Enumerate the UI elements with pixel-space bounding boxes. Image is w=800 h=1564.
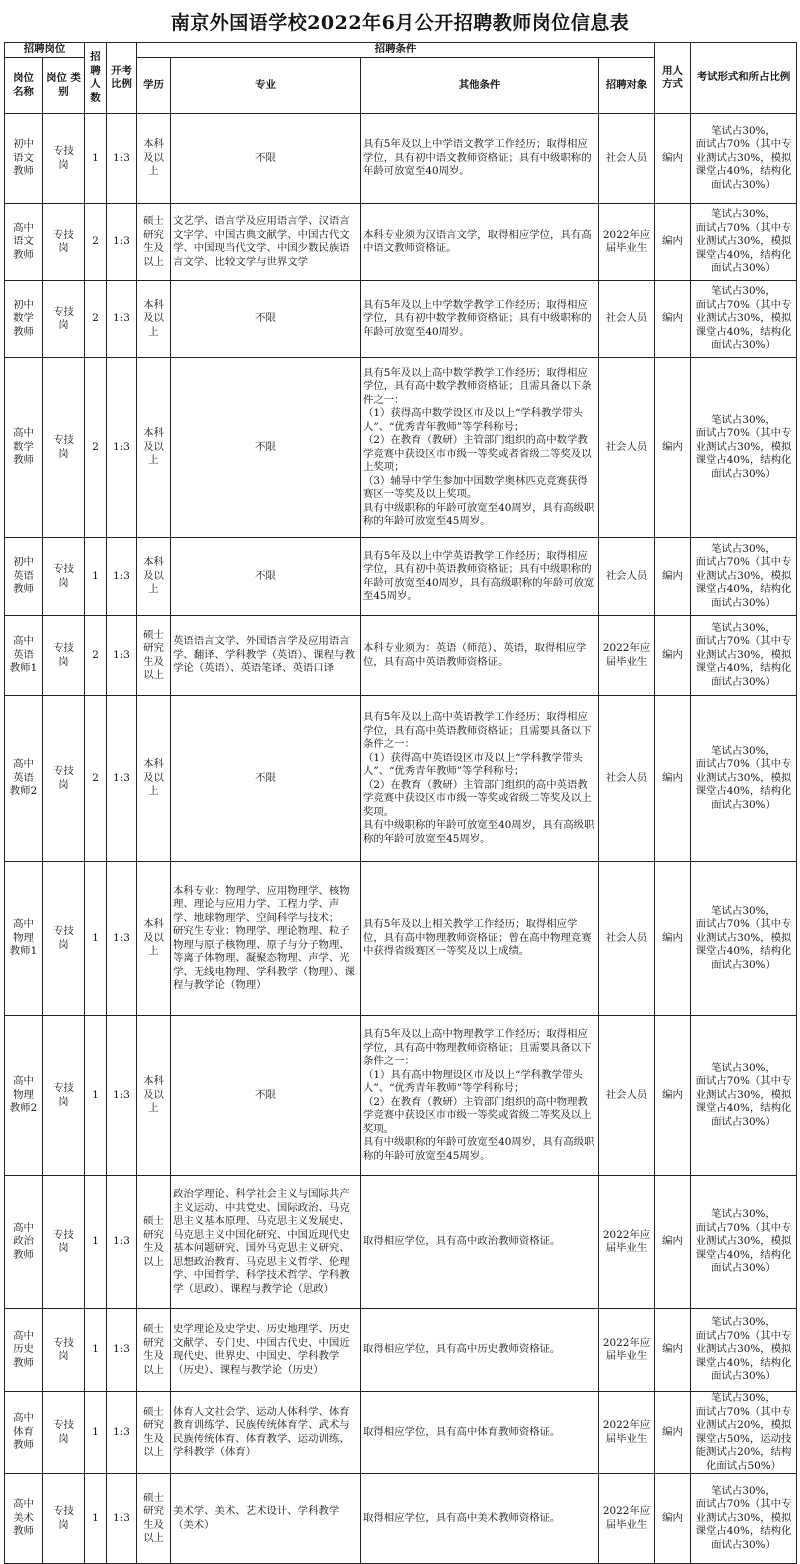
ratio-cell: 1:3 <box>107 862 137 1016</box>
major-cell: 不限 <box>171 358 361 538</box>
position-name-cell: 高中 物理 教师2 <box>5 1016 43 1176</box>
target-cell: 社会人员 <box>599 696 655 862</box>
target-cell: 2022年应届毕业生 <box>599 1392 655 1474</box>
headcount-cell: 2 <box>85 204 107 281</box>
position-type-cell: 专技 岗 <box>43 1016 85 1176</box>
header-education: 学历 <box>137 58 171 114</box>
table-row <box>5 1176 797 1309</box>
header-headcount: 招 聘 人 数 <box>85 43 107 114</box>
education-cell: 本科 及以 上 <box>137 1016 171 1176</box>
headcount-cell: 1 <box>85 1016 107 1176</box>
table-row <box>5 204 797 281</box>
ratio-cell: 1:3 <box>107 204 137 281</box>
other-conditions-cell: 具有5年及以上高中物理教学工作经历；取得相应学位，具有高中物理教师资格证；且需要具备以下条件之一： （1）具有高中物理设区市及以上“学科教学带头人”、“优秀青年教师”等学科称号； （2）在教育（教研）主管部门组织的高中物理教学竞赛中获设区市市级一等奖或省级二等奖及以上奖项。 具有中级职称的年龄可放宽至40周岁，具有高级职称的年龄可放宽至45周岁。 <box>361 1016 599 1176</box>
major-cell: 英语语言文学、外国语言学及应用语言学、翻译、学科教学（英语）、课程与教学论（英语）、英语笔译、英语口译 <box>171 616 361 696</box>
major-cell: 不限 <box>171 1016 361 1176</box>
ratio-cell: 1:3 <box>107 1309 137 1392</box>
headcount-cell: 2 <box>85 281 107 358</box>
headcount-cell: 2 <box>85 358 107 538</box>
headcount-cell: 1 <box>85 114 107 204</box>
headcount-cell: 1 <box>85 862 107 1016</box>
education-cell: 硕士 研究 生及 以上 <box>137 1392 171 1474</box>
target-cell: 社会人员 <box>599 281 655 358</box>
position-type-cell: 专技 岗 <box>43 114 85 204</box>
other-conditions-cell: 本科专业须为：英语（师范）、英语，取得相应学位，具有高中英语教师资格证。 <box>361 616 599 696</box>
other-conditions-cell: 具有5年及以上高中数学教学工作经历；取得相应学位，具有高中数学教师资格证；且需具备以下条件之一： （1）获得高中数学设区市及以上“学科教学带头人”、“优秀青年教师”等学科称号； （2）在教育（教研）主管部门组织的高中数学教学竞赛中获设区市市级一等奖或者省级二等奖及以上奖项； （3）辅导中学生参加中国数学奥林匹克竞赛获得赛区一等奖及以上奖项。 具有中级职称的年龄可放宽至40周岁，具有高级职称的年龄可放宽至45周岁。 <box>361 358 599 538</box>
major-cell: 美术学、美术、艺术设计、学科教学（美术） <box>171 1474 361 1564</box>
exam-cell: 笔试占30%， 面试占70%（其中专业测试占30%，模拟课堂占40%，结构化面试占30%） <box>691 281 797 358</box>
education-cell: 本科 及以 上 <box>137 358 171 538</box>
education-cell: 本科 及以 上 <box>137 696 171 862</box>
position-name-cell: 高中 物理 教师1 <box>5 862 43 1016</box>
table-row <box>5 696 797 862</box>
position-name-cell: 高中 英语 教师2 <box>5 696 43 862</box>
exam-cell: 笔试占30%， 面试占70%（其中专业测试占20%，模拟课堂占50%，运动技能测试占20%，结构化面试占50%） <box>691 1392 797 1474</box>
ratio-cell: 1:3 <box>107 696 137 862</box>
employment-cell: 编内 <box>655 1309 691 1392</box>
education-cell: 硕士 研究 生及 以上 <box>137 1176 171 1309</box>
target-cell: 2022年应届毕业生 <box>599 1309 655 1392</box>
major-cell: 不限 <box>171 114 361 204</box>
table-row <box>5 1016 797 1176</box>
major-cell: 不限 <box>171 281 361 358</box>
exam-cell: 笔试占30%， 面试占70%（其中专业测试占30%，模拟课堂占40%，结构化面试占30%） <box>691 616 797 696</box>
employment-cell: 编内 <box>655 616 691 696</box>
ratio-cell: 1:3 <box>107 1016 137 1176</box>
education-cell: 本科 及以 上 <box>137 114 171 204</box>
employment-cell: 编内 <box>655 358 691 538</box>
page-title: 南京外国语学校2022年6月公开招聘教师岗位信息表 <box>170 12 630 34</box>
other-conditions-cell: 具有5年及以上中学数学教学工作经历；取得相应学位，具有初中数学教师资格证；具有中级职称的年龄可放宽至40周岁。 <box>361 281 599 358</box>
employment-cell: 编内 <box>655 281 691 358</box>
employment-cell: 编内 <box>655 1392 691 1474</box>
other-conditions-cell: 取得相应学位，具有高中体育教师资格证。 <box>361 1392 599 1474</box>
ratio-cell: 1:3 <box>107 1474 137 1564</box>
exam-cell: 笔试占30%， 面试占70%（其中专业测试占30%，模拟课堂占40%，结构化面试占30%） <box>691 538 797 616</box>
position-name-cell: 高中 历史 教师 <box>5 1309 43 1392</box>
education-cell: 硕士 研究 生及 以上 <box>137 1309 171 1392</box>
major-cell: 本科专业：物理学、应用物理学、核物理、理论与应用力学、工程力学、声学、地球物理学、空间科学与技术； 研究生专业：物理学、理论物理、粒子物理与原子核物理、原子与分子物理、等离子体物理、凝聚态物理、声学、光学、无线电物理、学科教学（物理）、课程与教学论（物理） <box>171 862 361 1016</box>
position-type-cell: 专技 岗 <box>43 281 85 358</box>
position-type-cell: 专技 岗 <box>43 616 85 696</box>
ratio-cell: 1:3 <box>107 281 137 358</box>
ratio-cell: 1:3 <box>107 538 137 616</box>
ratio-cell: 1:3 <box>107 358 137 538</box>
position-name-cell: 初中 数学 教师 <box>5 281 43 358</box>
table-row <box>5 538 797 616</box>
education-cell: 本科 及以 上 <box>137 281 171 358</box>
employment-cell: 编内 <box>655 114 691 204</box>
target-cell: 2022年应届毕业生 <box>599 1474 655 1564</box>
exam-cell: 笔试占30%， 面试占70%（其中专业测试占30%，模拟课堂占40%，结构化面试占30%） <box>691 1474 797 1564</box>
employment-cell: 编内 <box>655 1176 691 1309</box>
employment-cell: 编内 <box>655 1474 691 1564</box>
table-row <box>5 281 797 358</box>
target-cell: 社会人员 <box>599 1016 655 1176</box>
position-type-cell: 专技 岗 <box>43 1474 85 1564</box>
exam-cell: 笔试占30%， 面试占70%（其中专业测试占30%，模拟课堂占40%，结构化面试占30%） <box>691 358 797 538</box>
target-cell: 社会人员 <box>599 358 655 538</box>
position-type-cell: 专技 岗 <box>43 538 85 616</box>
table-row <box>5 1474 797 1564</box>
headcount-cell: 1 <box>85 538 107 616</box>
header-ratio: 开考 比例 <box>107 43 137 114</box>
table-row <box>5 358 797 538</box>
exam-cell: 笔试占30%， 面试占70%（其中专业测试占30%，模拟课堂占40%，结构化面试占30%） <box>691 204 797 281</box>
position-name-cell: 初中 语文 教师 <box>5 114 43 204</box>
header-major: 专业 <box>171 58 361 114</box>
exam-cell: 笔试占30%， 面试占70%（其中专业测试占30%，模拟课堂占40%，结构化面试占30%） <box>691 114 797 204</box>
target-cell: 社会人员 <box>599 114 655 204</box>
employment-cell: 编内 <box>655 204 691 281</box>
headcount-cell: 1 <box>85 1309 107 1392</box>
header-target: 招聘对象 <box>599 58 655 114</box>
major-cell: 不限 <box>171 538 361 616</box>
headcount-cell: 1 <box>85 1392 107 1474</box>
position-type-cell: 专技 岗 <box>43 862 85 1016</box>
header-conditions-group: 招聘条件 <box>137 43 655 58</box>
other-conditions-cell: 具有5年及以上中学语文教学工作经历；取得相应学位，具有初中语文教师资格证；具有中级职称的年龄可放宽至40周岁。 <box>361 114 599 204</box>
ratio-cell: 1:3 <box>107 114 137 204</box>
target-cell: 2022年应届毕业生 <box>599 616 655 696</box>
headcount-cell: 1 <box>85 1474 107 1564</box>
headcount-cell: 1 <box>85 1176 107 1309</box>
ratio-cell: 1:3 <box>107 616 137 696</box>
position-type-cell: 专技 岗 <box>43 204 85 281</box>
header-exam: 考试形式和所占比例 <box>691 43 797 114</box>
major-cell: 政治学理论、科学社会主义与国际共产主义运动、中共党史、国际政治、马克思主义基本原理、马克思主义发展史、马克思主义中国化研究、中国近现代史基本问题研究、国外马克思主义研究、思想政治教育、马克思主义哲学、伦理学、中国哲学、科学技术哲学、学科教学（思政）、课程与教学论（思政） <box>171 1176 361 1309</box>
headcount-cell: 2 <box>85 696 107 862</box>
education-cell: 本科 及以 上 <box>137 862 171 1016</box>
other-conditions-cell: 本科专业须为汉语言文学，取得相应学位，具有高中语文教师资格证。 <box>361 204 599 281</box>
ratio-cell: 1:3 <box>107 1176 137 1309</box>
major-cell: 体育人文社会学、运动人体科学、体育教育训练学、民族传统体育学、武术与民族传统体育、体育教学、运动训练、学科教学（体育） <box>171 1392 361 1474</box>
ratio-cell: 1:3 <box>107 1392 137 1474</box>
position-name-cell: 高中 体育 教师 <box>5 1392 43 1474</box>
position-name-cell: 高中 政治 教师 <box>5 1176 43 1309</box>
position-name-cell: 初中 英语 教师 <box>5 538 43 616</box>
target-cell: 2022年应届毕业生 <box>599 204 655 281</box>
position-name-cell: 高中 英语 教师1 <box>5 616 43 696</box>
other-conditions-cell: 取得相应学位，具有高中美术教师资格证。 <box>361 1474 599 1564</box>
position-type-cell: 专技 岗 <box>43 1176 85 1309</box>
target-cell: 2022年应届毕业生 <box>599 1176 655 1309</box>
major-cell: 不限 <box>171 696 361 862</box>
major-cell: 史学理论及史学史、历史地理学、历史文献学、专门史、中国古代史、中国近现代史、世界史、中国史、学科教学（历史）、课程与教学论（历史） <box>171 1309 361 1392</box>
education-cell: 硕士 研究 生及 以上 <box>137 1474 171 1564</box>
education-cell: 硕士 研究 生及 以上 <box>137 204 171 281</box>
employment-cell: 编内 <box>655 538 691 616</box>
table-row <box>5 1392 797 1474</box>
position-name-cell: 高中 数学 教师 <box>5 358 43 538</box>
employment-cell: 编内 <box>655 1016 691 1176</box>
other-conditions-cell: 取得相应学位，具有高中历史教师资格证。 <box>361 1309 599 1392</box>
position-type-cell: 专技 岗 <box>43 696 85 862</box>
exam-cell: 笔试占30%， 面试占70%（其中专业测试占30%，模拟课堂占40%，结构化面试占30%） <box>691 1176 797 1309</box>
header-other: 其他条件 <box>361 58 599 114</box>
other-conditions-cell: 具有5年及以上相关教学工作经历；取得相应学位，具有高中物理教师资格证；曾在高中物理竞赛中获得省级赛区一等奖及以上成绩。 <box>361 862 599 1016</box>
position-type-cell: 专技 岗 <box>43 358 85 538</box>
exam-cell: 笔试占30%， 面试占70%（其中专业测试占30%，模拟课堂占40%，结构化面试占30%） <box>691 696 797 862</box>
exam-cell: 笔试占30%， 面试占70%（其中专业测试占30%，模拟课堂占40%，结构化面试占30%） <box>691 1309 797 1392</box>
headcount-cell: 2 <box>85 616 107 696</box>
exam-cell: 笔试占30%， 面试占70%（其中专业测试占30%，模拟课堂占40%，结构化面试占30%） <box>691 1016 797 1176</box>
table-row <box>5 1309 797 1392</box>
position-name-cell: 高中 语文 教师 <box>5 204 43 281</box>
education-cell: 硕士 研究 生及 以上 <box>137 616 171 696</box>
header-position-group: 招聘岗位 <box>5 43 85 58</box>
other-conditions-cell: 具有5年及以上中学英语教学工作经历；取得相应学位，具有初中英语教师资格证；具有中级职称的年龄可放宽至40周岁，具有高级职称的年龄可放宽至45周岁。 <box>361 538 599 616</box>
position-type-cell: 专技 岗 <box>43 1309 85 1392</box>
other-conditions-cell: 具有5年及以上高中英语教学工作经历；取得相应学位，具有高中英语教师资格证；且需要具备以下条件之一： （1）获得高中英语设区市及以上“学科教学带头人”、“优秀青年教师”等学科称号； （2）在教育（教研）主管部门组织的高中英语教学竞赛中获设区市市级一等奖或省级二等奖及以上奖项。 具有中级职称的年龄可放宽至40周岁，具有高级职称的年龄可放宽至45周岁。 <box>361 696 599 862</box>
header-position-type: 岗位 类别 <box>43 58 85 114</box>
target-cell: 社会人员 <box>599 538 655 616</box>
exam-cell: 笔试占30%， 面试占70%（其中专业测试占30%，模拟课堂占40%，结构化面试占30%） <box>691 862 797 1016</box>
table-row <box>5 616 797 696</box>
position-name-cell: 高中 美术 教师 <box>5 1474 43 1564</box>
education-cell: 本科 及以 上 <box>137 538 171 616</box>
table-body <box>5 114 797 1564</box>
target-cell: 社会人员 <box>599 862 655 1016</box>
position-table <box>4 42 797 1564</box>
major-cell: 文艺学、语言学及应用语言学、汉语言文字学、中国古典文献学、中国古代文学、中国现当代文学、中国少数民族语言文学、比较文学与世界文学 <box>171 204 361 281</box>
header-position-name: 岗位 名称 <box>5 58 43 114</box>
employment-cell: 编内 <box>655 862 691 1016</box>
employment-cell: 编内 <box>655 696 691 862</box>
header-employment: 用人 方式 <box>655 43 691 114</box>
other-conditions-cell: 取得相应学位，具有高中政治教师资格证。 <box>361 1176 599 1309</box>
table-row <box>5 862 797 1016</box>
position-type-cell: 专技 岗 <box>43 1392 85 1474</box>
table-row <box>5 114 797 204</box>
